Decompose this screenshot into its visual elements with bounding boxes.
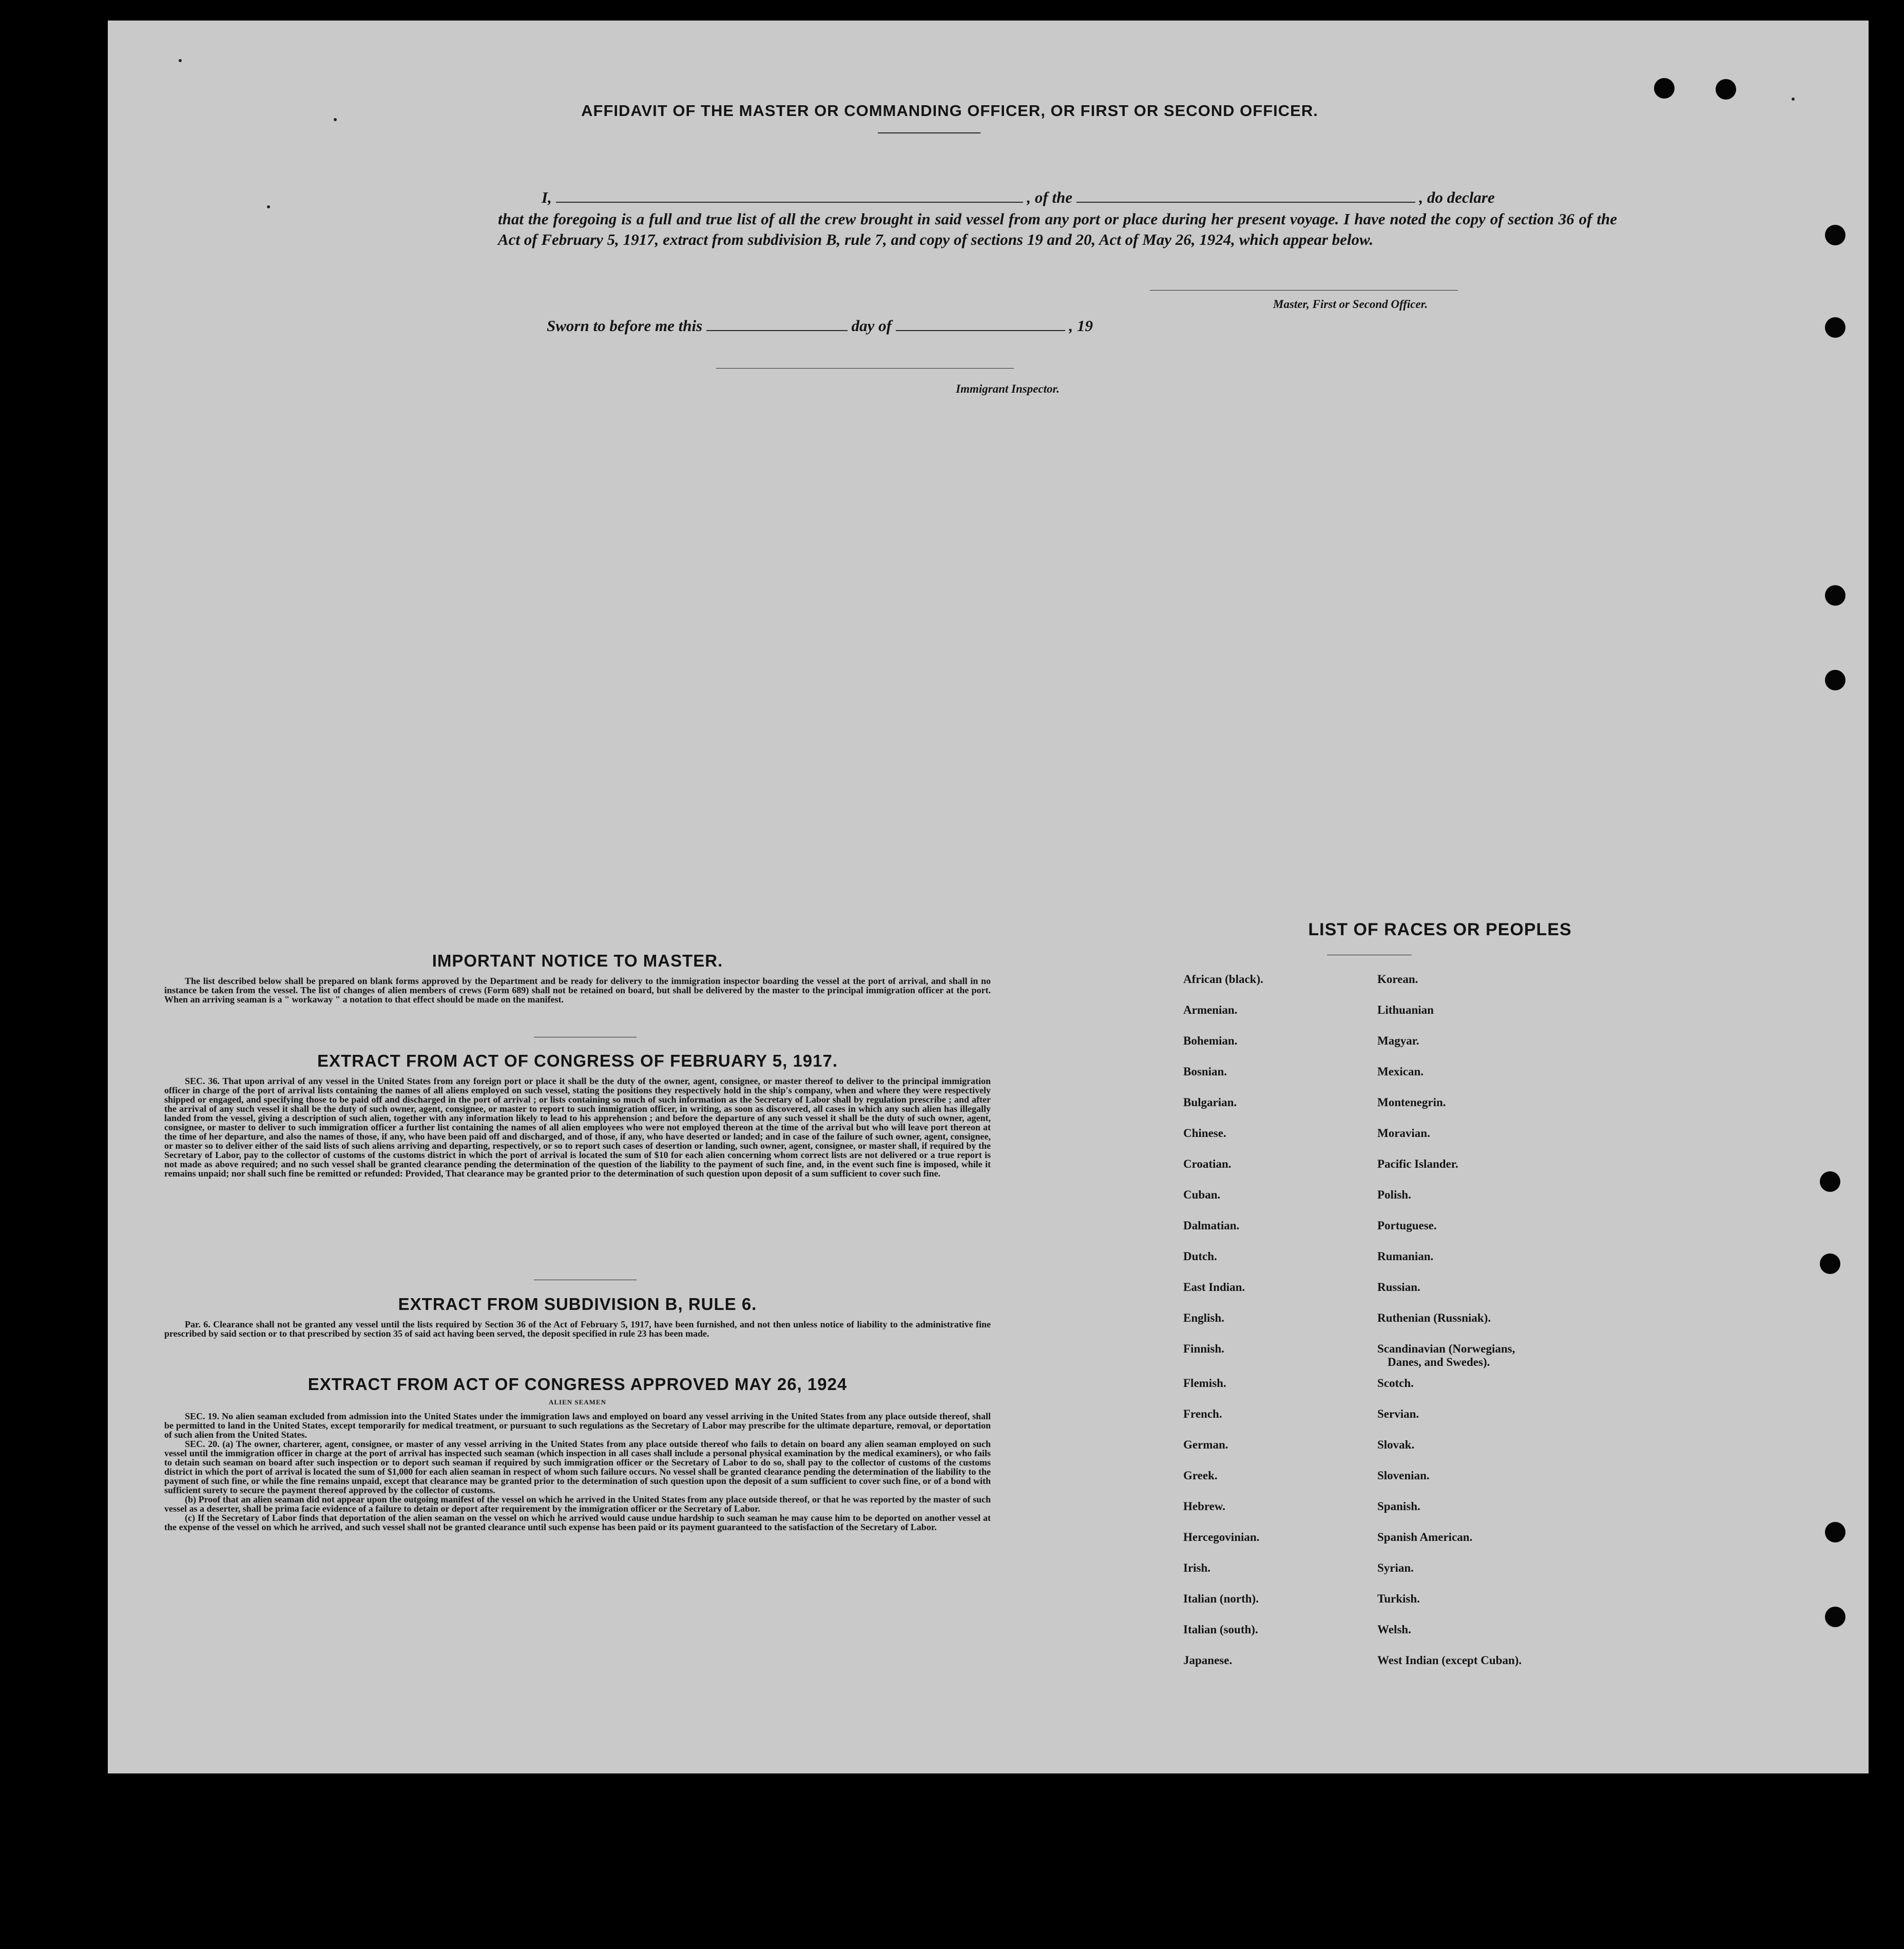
race-item: Hebrew. (1183, 1500, 1225, 1513)
race-item: Flemish. (1183, 1377, 1226, 1390)
sec-20c-paragraph: (c) If the Secretary of Labor finds that deportation of the alien seaman on the vessel on which he arrived would cause undue hardship to such seaman he may cause him to be deported on another vessel at the expense of the vessel on which he arrived, and such vessel shall not be granted clearance until such expense has been paid or its payment guaranteed to the satisfaction of the Secretary of Labor. (164, 1513, 991, 1532)
extract-rule-title: EXTRACT FROM SUBDIVISION B, RULE 6. (398, 1295, 757, 1314)
race-item: Armenian. (1183, 1004, 1238, 1016)
punch-hole (1716, 79, 1736, 100)
race-item: Moravian. (1377, 1127, 1430, 1140)
sworn-line (547, 316, 1093, 335)
race-item: Ruthenian (Russniak). (1377, 1311, 1491, 1324)
inspector-label: Immigrant Inspector. (956, 382, 1060, 395)
document-page (108, 21, 1869, 1773)
punch-hole (1825, 225, 1845, 245)
extract-1917-text (164, 1076, 991, 1178)
punch-hole (1825, 1522, 1845, 1542)
declarant-label: I, (542, 188, 552, 206)
declarant-name-field[interactable] (556, 187, 1023, 203)
race-item: Danes, and Swedes). (1388, 1356, 1490, 1368)
signature-line[interactable] (1150, 290, 1458, 291)
race-item: Rumanian. (1377, 1250, 1434, 1263)
race-item: Chinese. (1183, 1127, 1226, 1140)
extract-1924-text (164, 1412, 991, 1532)
race-item: Syrian. (1377, 1561, 1414, 1574)
race-item: Croatian. (1183, 1157, 1232, 1170)
extract-1917-title: EXTRACT FROM ACT OF CONGRESS OF FEBRUARY 5, 1917. (317, 1051, 838, 1070)
race-item: Hercegovinian. (1183, 1531, 1260, 1543)
alien-seamen-subtitle: ALIEN SEAMEN (548, 1398, 607, 1406)
punch-hole (1825, 585, 1845, 606)
affidavit-title: AFFIDAVIT OF THE MASTER OR COMMANDING OFFICER, OR FIRST OR SECOND OFFICER. (581, 102, 1318, 120)
race-item: Slovenian. (1377, 1469, 1430, 1482)
race-item: Welsh. (1377, 1623, 1411, 1636)
inspector-signature-line[interactable] (716, 368, 1014, 369)
declaration-line (498, 187, 1617, 208)
punch-hole (1825, 317, 1845, 338)
extract-1924-title: EXTRACT FROM ACT OF CONGRESS APPROVED MAY 26, 1924 (307, 1375, 848, 1394)
race-item: Cuban. (1183, 1188, 1221, 1201)
speck (267, 205, 270, 208)
sworn-day-field[interactable] (706, 316, 848, 331)
of-the-label: , of the (1027, 188, 1073, 206)
speck (334, 118, 337, 121)
notice-text (164, 976, 991, 1004)
speck (179, 59, 182, 62)
race-item: Spanish American. (1377, 1531, 1473, 1543)
punch-hole (1820, 1171, 1840, 1192)
race-item: East Indian. (1183, 1281, 1245, 1294)
race-item: Scotch. (1377, 1377, 1414, 1390)
vessel-field[interactable] (1076, 187, 1415, 203)
sec-36-paragraph: SEC. 36. That upon arrival of any vessel in the United States from any foreign port or place it shall be the duty of the owner, agent, consignee, or master thereof to deliver to the principal immigration officer in charge of the port of arrival lists containing the names of all aliens employed on such vessel, stating the positions they respectively hold in the ship's company, when and where they were respectively shipped or engaged, and specifying those to be paid off and discharged in the port of arrival ; or lists containing so much of such information as the Secretary of Labor shall by regulation prescribe ; and after the arrival of any such vessel it shall be the duty of such owner, agent, consignee, or master to report to such immigration officer, in writing, as soon as discovered, all cases in which any such alien has illegally landed from the vessel, giving a description of such alien, together with any information likely to lead to his apprehension ; and before the departure of any such vessel it shall be the duty of such owner, agent, consignee, or master to deliver to such immigration officer a further list containing the names of all alien employees who were not employed thereon at the time of the arrival but who will leave port thereon at the time of her departure, and also the names of those, if any, who have been paid off and discharged, and of those, if any, who have deserted or landed; and in case of the failure of such owner, agent, consignee, or master so to deliver either of the said lists of such aliens arriving and departing, respectively, or so to report such cases of desertion or landing, such owner, agent, consignee, or master shall, if required by the Secretary of Labor, pay to the collector of customs of the customs district in which the port of arrival is located the sum of $10 for each alien concerning whom correct lists are not delivered or a true report is not made as above required; and no such vessel shall be granted clearance pending the determination of the question of the liability to the payment of such fine, and, in the event such fine is imposed, while it remains unpaid; nor shall such fine be remitted or refunded: Provided, That clearance may be granted prior to the determination of such question upon deposit of a sum sufficient to cover such fine. (164, 1076, 991, 1179)
declare-label: , do declare (1419, 188, 1495, 206)
declaration-body: that the foregoing is a full and true list of all the crew brought in said vessel from any port or place during her present voyage. I have noted the copy of section 36 of the Act of February 5, 1917, extract from subdivision B, rule 7, and copy of sections 19 and 20, Act of May 26, 1924, which appear below. (498, 210, 1617, 248)
races-title: LIST OF RACES OR PEOPLES (1308, 920, 1572, 939)
race-item: Finnish. (1183, 1342, 1224, 1355)
notice-title: IMPORTANT NOTICE TO MASTER. (432, 951, 723, 970)
race-item: Spanish. (1377, 1500, 1420, 1513)
race-item: Servian. (1377, 1407, 1419, 1420)
notice-paragraph: The list described below shall be prepared on blank forms approved by the Department and be ready for delivery to the immigration inspector boarding the vessel at the port of arrival, and shall in no instance be taken from the vessel. The list of changes of alien members of crews (Form 689) shall not be retained on board, but shall be delivered by the master to the principal immigration officer at the port. When an arriving seaman is a " workaway " a notation to that effect should be made on the manifest. (164, 976, 991, 1005)
race-item: Lithuanian (1377, 1004, 1434, 1016)
sec-20b-paragraph: (b) Proof that an alien seaman did not appear upon the outgoing manifest of the vessel on which he arrived in the United States from any place outside thereof, or that he was reported by the master of such vessel as a deserter, shall be prima facie evidence of a failure to detain or deport after requirement by the immigration officer or the Secretary of Labor. (164, 1494, 991, 1514)
sworn-month-field[interactable] (896, 316, 1065, 331)
speck (1792, 98, 1795, 101)
extract-rule-text (164, 1320, 991, 1338)
punch-hole (1825, 670, 1845, 690)
race-item: Scandinavian (Norwegians, (1377, 1342, 1515, 1355)
par-6-paragraph: Par. 6. Clearance shall not be granted any vessel until the lists required by Section 36 of the Act of February 5, 1917, have been furnished, and not then unless notice of liability to the administrative fine prescribed by said section or to that prescribed by section 35 of said act having been served, the deposit specified in rule 23 has been made. (164, 1319, 991, 1339)
sec-20a-paragraph: SEC. 20. (a) The owner, charterer, agent, consignee, or master of any vessel arriving in the United States from any place outside thereof who fails to detain on board any alien seaman employed on such vessel until the immigration officer in charge at the port of arrival has inspected such seaman (which inspection in all cases shall include a personal physical examination by the medical examiners), or who fails to detain such seaman on board after such inspection or to deport such seaman if required by such immigration officer or the Secretary of Labor to do so, shall pay to the collector of customs of the customs district in which the port of arrival is located the sum of $1,000 for each alien seaman in respect of whom such failure occurs. No vessel shall be granted clearance pending the determination of the liability to the payment of such fine, or while the fine remains unpaid, except that clearance may be granted prior to the determination of such question upon the deposit of a sum sufficient to cover such fine, or of a bond with sufficient surety to secure the payment thereof approved by the collector of customs. (164, 1439, 991, 1495)
sworn-label: Sworn to before me this (547, 317, 703, 335)
race-item: Bulgarian. (1183, 1096, 1237, 1109)
race-item: West Indian (except Cuban). (1377, 1654, 1522, 1667)
race-item: African (black). (1183, 973, 1263, 986)
race-item: Italian (south). (1183, 1623, 1258, 1636)
punch-hole (1654, 78, 1675, 99)
race-item: Turkish. (1377, 1592, 1420, 1605)
race-item: Dalmatian. (1183, 1219, 1240, 1232)
sec-19-paragraph: SEC. 19. No alien seaman excluded from admission into the United States under the immigration laws and employed on board any vessel arriving in the United States from any place outside thereof, shall be permitted to land in the United States, except temporarily for medical treatment, or pursuant to such regulations as the Secretary of Labor may prescribe for the ultimate departure, removal, or deportation of such alien from the United States. (164, 1411, 991, 1440)
race-item: French. (1183, 1407, 1222, 1420)
affidavit-text (498, 187, 1617, 250)
race-item: Montenegrin. (1377, 1096, 1446, 1109)
day-of-label: day of (851, 317, 892, 335)
year-label: , 19 (1069, 317, 1093, 335)
race-item: German. (1183, 1438, 1228, 1451)
race-item: Portuguese. (1377, 1219, 1437, 1232)
race-item: Italian (north). (1183, 1592, 1259, 1605)
race-item: Japanese. (1183, 1654, 1233, 1667)
race-item: Korean. (1377, 973, 1418, 986)
race-item: English. (1183, 1311, 1224, 1324)
punch-hole (1825, 1607, 1845, 1627)
race-item: Irish. (1183, 1561, 1211, 1574)
race-item: Mexican. (1377, 1065, 1424, 1078)
race-item: Magyar. (1377, 1034, 1419, 1047)
race-item: Dutch. (1183, 1250, 1217, 1263)
divider (878, 132, 980, 133)
race-item: Bosnian. (1183, 1065, 1227, 1078)
race-item: Russian. (1377, 1281, 1420, 1294)
race-item: Slovak. (1377, 1438, 1415, 1451)
race-item: Bohemian. (1183, 1034, 1238, 1047)
punch-hole (1820, 1253, 1840, 1274)
race-item: Polish. (1377, 1188, 1411, 1201)
race-item: Greek. (1183, 1469, 1218, 1482)
signature-label: Master, First or Second Officer. (1273, 298, 1428, 311)
race-item: Pacific Islander. (1377, 1157, 1458, 1170)
